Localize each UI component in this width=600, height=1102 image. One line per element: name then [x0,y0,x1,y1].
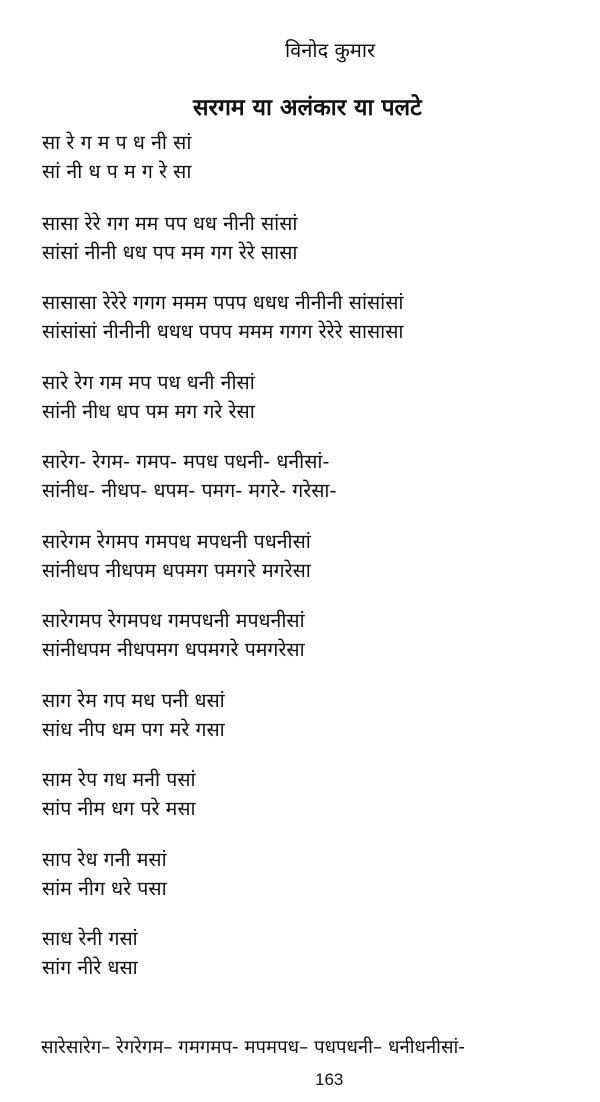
ascending-line: साध रेनी गसां [42,927,138,950]
ascending-line: सारेगम रेगमप गमपध मपधनी पधनीसां [42,530,311,553]
page-number: 163 [315,1070,344,1089]
stanza-3 [42,288,403,346]
ascending-line: सासासा रेरेरे गगग ममम पपप धधध नीनीनी सांसांसां [42,291,404,314]
ascending-line: सारेगमप रेगमपध गमपधनी मपधनीसां [42,609,305,632]
ascending-line: साग रेम गप मध पनी धसां [42,689,225,712]
descending-line: सांप नीम धग परे मसा [42,797,196,820]
ascending-line: सा रे ग म प ध नी सां [42,131,192,154]
ascending-line: साम रेप गध मनी पसां [42,768,196,791]
stanza-9 [42,765,196,823]
combined-pattern-line: सारेसारेग– रेगरेगम– गमगमप- मपमपध– पधपधनी– धनीधनीसां- [41,1037,465,1058]
stanza-11 [42,924,138,982]
descending-line: सांनीधपम नीधपमग धपमगरे पमगरेसा [42,638,305,661]
descending-line: सांसांसां नीनीनी धधध पपप ममम गगग रेरेरे सासासा [42,320,404,343]
stanza-2 [42,209,297,267]
descending-line: सांध नीप धम पग मरे गसा [42,718,225,741]
stanza-10 [42,845,167,903]
stanza-7 [42,606,305,664]
ascending-line: साप रेध गनी मसां [42,848,167,871]
descending-line: सांनीधप नीधपम धपमग पमगरे मगरेसा [42,559,311,582]
stanza-8 [42,686,225,744]
descending-line: सां नी ध प म ग रे सा [42,160,192,183]
stanza-1 [42,128,191,186]
author-name: विनोद कुमार [285,38,376,62]
stanza-5 [42,447,337,505]
descending-line: सांग नीरे धसा [42,956,138,979]
ascending-line: सारेग- रेगम- गमप- मपध पधनी- धनीसां- [42,450,330,473]
descending-line: सांनीध- नीधप- धपम- पमग- मगरे- गरेसा- [42,479,337,502]
stanza-4 [42,368,255,426]
stanza-6 [42,527,311,585]
ascending-line: सासा रेरे गग मम पप धध नीनी सांसां [42,212,298,235]
descending-line: सांसां नीनी धध पप मम गग रेरे सासा [42,241,298,264]
descending-line: सांनी नीध धप पम मग गरे रेसा [42,400,255,423]
ascending-line: सारे रेग गम मप पध धनी नीसां [42,371,255,394]
descending-line: सांम नीग धरे पसा [42,877,167,900]
page-title: सरगम या अलंकार या पलटे [193,95,422,121]
